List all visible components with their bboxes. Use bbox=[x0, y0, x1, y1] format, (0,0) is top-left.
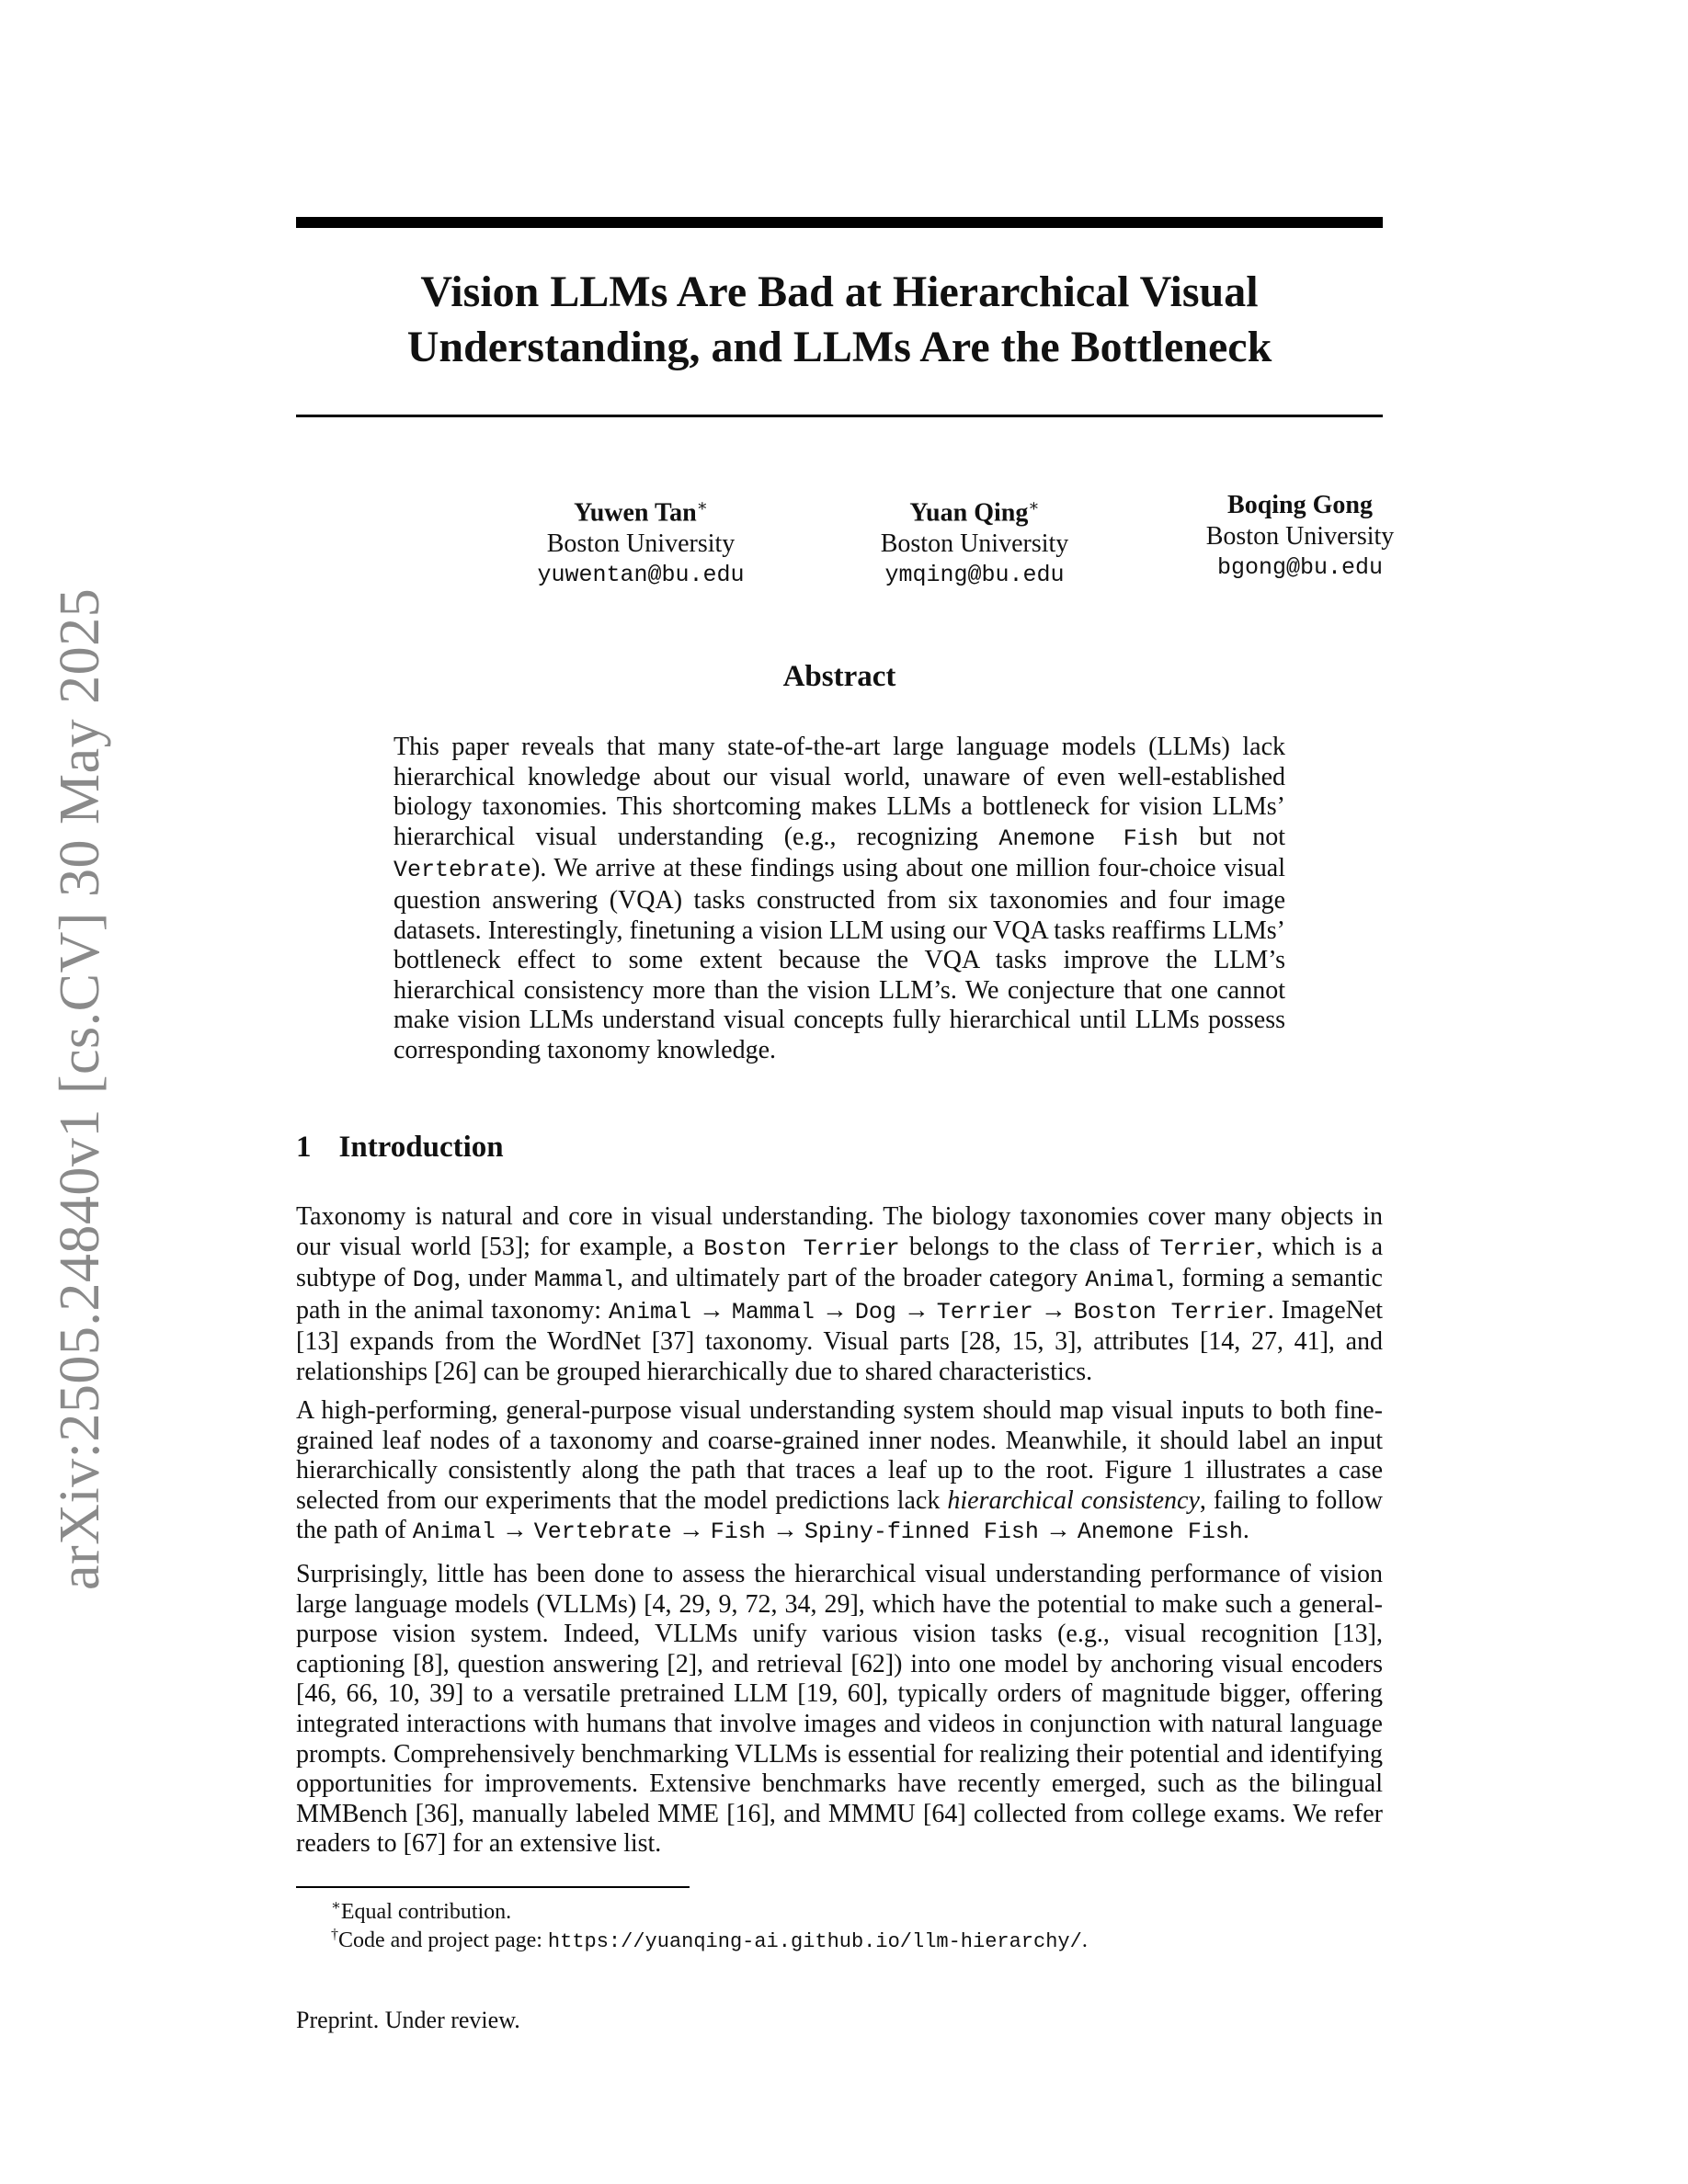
author-email[interactable]: yuwentan@bu.edu bbox=[537, 562, 745, 589]
code-term: Mammal bbox=[533, 1267, 617, 1294]
title-line-2: Understanding, and LLMs Are the Bottleneck bbox=[406, 323, 1272, 371]
paragraph: Surprisingly, little has been done to assess the hierarchical visual understanding performance of vision large language models (VLLMs) [4, 29, 9, 72, 34, 29], which have the potential to make such a general-purpose vision system. Indeed, VLLMs unify various vision tasks (e.g., visual recognition [13], captioning [8], question answering [2], and retrieval [62]) into one model by anchoring visual encoders [46, 66, 10, 39] to a versatile pretrained LLM [19, 60], typically orders of magnitude bigger, offering integrated interactions with humans that involve images and videos in conjunction with natural language prompts. Comprehensively benchmarking VLLMs is essential for realizing their potential and identifying opportunities for improvements. Extensive benchmarks have recently emerged, such as the bilingual MMBench [36], manually labeled MME [16], and MMMU [64] collected from college exams. We refer readers to [67] for an extensive list. bbox=[296, 1560, 1383, 1859]
author-list bbox=[296, 490, 1395, 591]
code-term: Spiny-finned Fish bbox=[804, 1519, 1039, 1546]
author-name: Boqing Gong bbox=[1227, 491, 1373, 519]
abstract-heading: Abstract bbox=[782, 660, 896, 693]
author-affiliation: Boston University bbox=[880, 529, 1069, 559]
section-title: Introduction bbox=[338, 1131, 504, 1164]
preprint-note: Preprint. Under review. bbox=[296, 2007, 520, 2033]
code-term: Animal bbox=[412, 1519, 496, 1546]
author-mark: ∗ bbox=[696, 496, 708, 515]
arrow-symbol: → bbox=[690, 1295, 732, 1325]
footnote: †Code and project page: https://yuanqing-ai.github.io/llm-hierarchy/. bbox=[331, 1927, 1088, 1953]
code-term: Animal bbox=[608, 1298, 691, 1325]
arrow-symbol: → bbox=[814, 1295, 855, 1325]
arxiv-identifier: arXiv:2505.24840v1 [cs.CV] 30 May 2025 bbox=[49, 587, 111, 1590]
emphasis-term: hierarchical consistency bbox=[947, 1485, 1200, 1515]
footnote-text: Equal contribution. bbox=[340, 1900, 512, 1924]
project-url-link[interactable]: https://yuanqing-ai.github.io/llm-hierarchy/ bbox=[547, 1930, 1082, 1953]
arrow-symbol: → bbox=[1038, 1516, 1078, 1545]
code-term: Boston Terrier bbox=[703, 1234, 900, 1262]
paper-title bbox=[296, 265, 1383, 375]
code-term: Dog bbox=[854, 1298, 896, 1325]
code-term: Fish bbox=[710, 1519, 766, 1546]
footnote-rule bbox=[296, 1886, 690, 1888]
code-term: Mammal bbox=[731, 1298, 815, 1325]
code-term: Vertebrate bbox=[393, 857, 532, 884]
code-term: Anemone Fish bbox=[1077, 1519, 1243, 1546]
author-affiliation: Boston University bbox=[1205, 522, 1395, 551]
arrow-symbol: → bbox=[671, 1516, 711, 1545]
footnote-mark: † bbox=[331, 1927, 338, 1942]
code-term: Terrier bbox=[936, 1298, 1033, 1325]
title-line-1: Vision LLMs Are Bad at Hierarchical Visual bbox=[420, 267, 1259, 316]
author-block bbox=[475, 490, 806, 591]
code-term: Boston Terrier bbox=[1073, 1298, 1268, 1325]
arrow-symbol: → bbox=[895, 1295, 937, 1325]
footnote-mark: ∗ bbox=[331, 1898, 341, 1914]
arrow-symbol: → bbox=[495, 1516, 534, 1545]
title-top-rule bbox=[296, 217, 1383, 228]
arrow-symbol: → bbox=[765, 1516, 804, 1545]
footnote-text: Code and project page: bbox=[338, 1928, 548, 1952]
code-term: Dog bbox=[412, 1267, 454, 1294]
code-term: Vertebrate bbox=[533, 1519, 672, 1546]
code-term: Anemone Fish bbox=[998, 825, 1179, 852]
author-block bbox=[809, 490, 1140, 591]
author-mark: ∗ bbox=[1028, 496, 1040, 515]
arrow-symbol: → bbox=[1032, 1295, 1074, 1325]
paragraph: A high-performing, general-purpose visual understanding system should map visual inputs to both fine-grained leaf nodes of a taxonomy and coarse-grained inner nodes. Meanwhile, it should label an input hierarchically consistently along the path that traces a leaf up to the root. Figure 1 illustrates a case selected from our experiments that the model predictions lack hierarchical consistency, failing to follow the path of Animal → Vertebrate → Fish → Spiny-finned Fish → Anemone Fish. bbox=[296, 1396, 1383, 1546]
section-heading bbox=[296, 1131, 504, 1165]
author-name: Yuan Qing bbox=[909, 498, 1029, 528]
paragraph: Taxonomy is natural and core in visual understanding. The biology taxonomies cover many objects in our visual world [53]; for example, a Boston Terrier belongs to the class of Terrier, which is a subtype of Dog, under Mammal, and ultimately part of the broader category Animal, forming a semantic path in the animal taxonomy: Animal → Mammal → Dog → Terrier → Boston Terrier. ImageNet [13] expands from the WordNet [37] taxonomy. Visual parts [28, 15, 3], attributes [14, 27, 41], and relationships [26] can be grouped hierarchically due to shared characteristics. bbox=[296, 1202, 1384, 1386]
author-block bbox=[1135, 490, 1466, 584]
section-number: 1 bbox=[296, 1131, 312, 1164]
title-bottom-rule bbox=[296, 415, 1383, 417]
author-name: Yuwen Tan bbox=[574, 498, 697, 528]
author-email[interactable]: bgong@bu.edu bbox=[1216, 554, 1384, 581]
code-term: Animal bbox=[1085, 1267, 1169, 1294]
abstract-body: This paper reveals that many state-of-the-art large language models (LLMs) lack hierarchical knowledge about our visual world, unaware of even well-established biology taxonomies. This shortcoming makes LLMs a bottleneck for vision LLMs’ hierarchical visual understanding (e.g., recognizing Anemone Fish but not Vertebrate). We arrive at these findings using about one million four-choice visual question answering (VQA) tasks constructed from six taxonomies and four image datasets. Interestingly, finetuning a vision LLM using our VQA tasks reaffirms LLMs’ bottleneck effect to some extent because the VQA tasks improve the LLM’s hierarchical consistency more than the vision LLM’s. We conjecture that one cannot make vision LLMs understand visual concepts fully hierarchical until LLMs possess corresponding taxonomy knowledge. bbox=[393, 733, 1286, 1064]
author-affiliation: Boston University bbox=[546, 529, 736, 559]
code-term: Terrier bbox=[1159, 1234, 1257, 1262]
author-email[interactable]: ymqing@bu.edu bbox=[884, 562, 1065, 589]
